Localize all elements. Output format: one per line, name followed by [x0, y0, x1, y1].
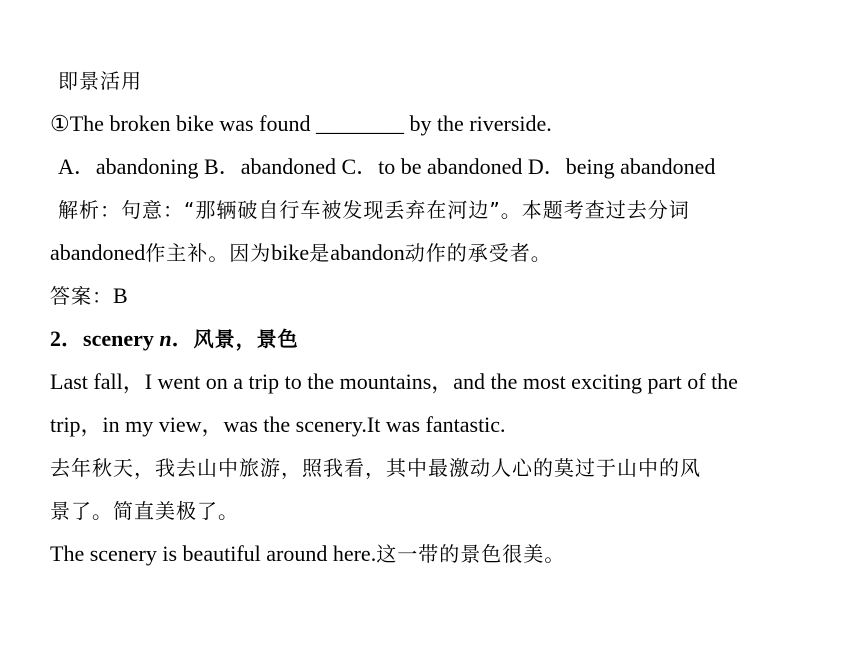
analysis-text-1: 句意：“那辆破自行车被发现丢弃在河边”。本题考查过去分词 — [121, 198, 690, 222]
analysis-term-abandon: abandon — [330, 240, 405, 265]
answer-value: B — [113, 283, 128, 308]
analysis-text-2b: 作主补。因为 — [145, 241, 272, 265]
example-1-zh-line-1: 去年秋天，我去山中旅游，照我看，其中最激动人心的莫过于山中的风 — [50, 456, 701, 480]
analysis-text-2d: 是 — [309, 241, 331, 265]
vocab-word: scenery — [83, 326, 154, 351]
vocab-heading — [50, 326, 299, 352]
analysis-term-bike: bike — [271, 240, 310, 265]
example-1-zh-line-2: 景了。简直美极了。 — [50, 499, 239, 523]
answer-options: A．abandoning B．abandoned C．to be abandoned D．being abandoned — [58, 154, 716, 179]
analysis-line-1 — [58, 197, 690, 223]
example-2-zh: 这一带的景色很美。 — [376, 542, 566, 566]
answer-line — [50, 283, 128, 309]
example-2-en: The scenery is beautiful around here. — [50, 541, 377, 566]
question-number: ① — [50, 111, 70, 136]
question-stem: The broken bike was found ________ by the riverside. — [69, 111, 552, 136]
example-1-en-line-1: Last fall，I went on a trip to the mountains，and the most exciting part of the — [50, 369, 738, 394]
example-2 — [50, 541, 565, 567]
section-heading: 即景活用 — [58, 69, 142, 93]
vocab-number: 2． — [50, 326, 84, 351]
answer-label: 答案： — [50, 284, 113, 308]
vocab-sep: ． — [171, 326, 194, 351]
vocab-pos: n — [159, 326, 172, 351]
analysis-text-2f: 动作的承受者。 — [404, 241, 552, 265]
analysis-line-2 — [50, 240, 552, 266]
question — [50, 111, 552, 137]
example-1-en-line-2: trip，in my view，was the scenery.It was fantastic. — [50, 412, 506, 437]
vocab-meaning: 风景，景色 — [193, 327, 299, 351]
analysis-term-abandoned: abandoned — [50, 240, 146, 265]
analysis-label: 解析： — [58, 198, 121, 222]
